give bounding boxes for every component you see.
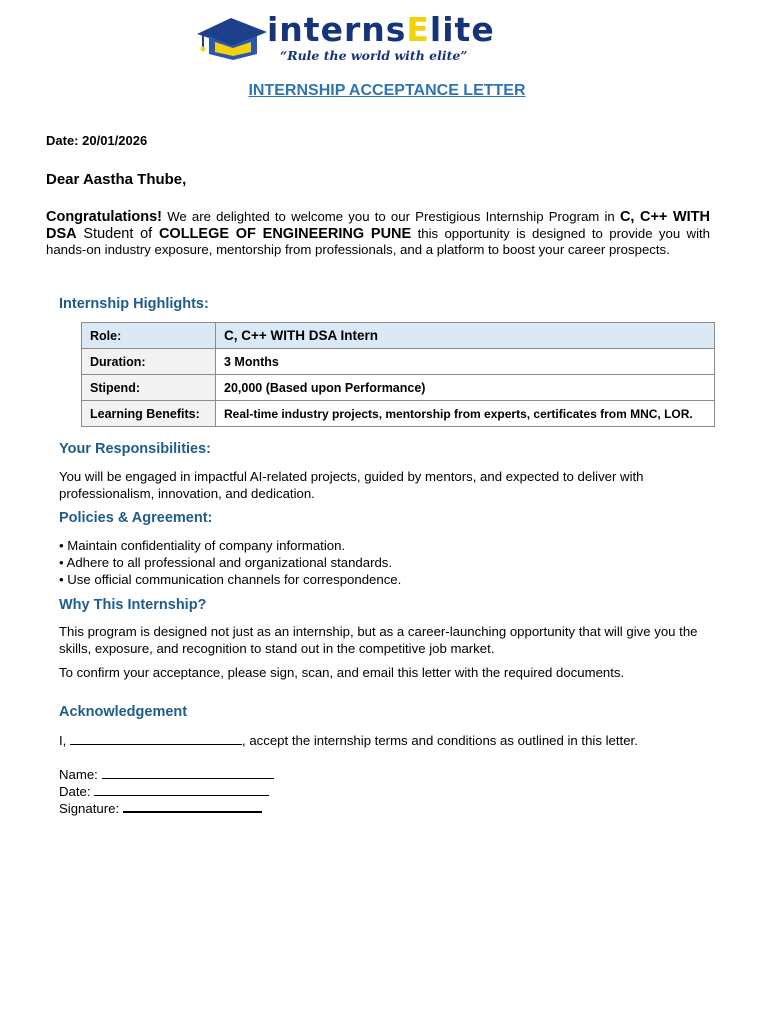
table-value: C, C++ WITH DSA Intern: [216, 323, 715, 349]
acknowledgement-heading: Acknowledgement: [59, 704, 188, 720]
name-blank-line[interactable]: [70, 733, 242, 745]
table-row: [82, 401, 715, 427]
table-row: [82, 323, 715, 349]
why-text: This program is designed not just as an internship, but as a career-launching opportunity that will give you the skills, exposure, and recognition to stand out in the competitive job market.: [59, 624, 698, 656]
table-value: 3 Months: [216, 349, 715, 375]
responsibilities-text: You will be engaged in impactful AI-related projects, guided by mentors, and expected to deliver with professionalism, innovation, and dedication.: [59, 469, 644, 501]
date-field: Date:: [59, 783, 269, 800]
policies-heading: Policies & Agreement:: [59, 510, 213, 526]
letter-date: Date: 20/01/2026: [46, 133, 148, 148]
logo-tagline: “Rule the world with elite”: [280, 48, 468, 63]
college-name: COLLEGE OF ENGINEERING PUNE: [158, 225, 412, 242]
table-key: Duration:: [82, 349, 216, 375]
program-name: C, C++ WITH DSA: [46, 209, 710, 242]
graduation-cap-icon: [195, 14, 270, 64]
list-item: • Adhere to all professional and organizational standards.: [59, 555, 393, 570]
table-key: Stipend:: [82, 375, 216, 401]
acknowledgement-statement: I, , accept the internship terms and conditions as outlined in this letter.: [59, 733, 638, 748]
name-signature-line[interactable]: [102, 767, 274, 779]
signature-line[interactable]: [123, 800, 262, 813]
confirm-text: To confirm your acceptance, please sign, scan, and email this letter with the required documents.: [59, 665, 625, 680]
responsibilities-heading: Your Responsibilities:: [59, 441, 212, 457]
table-row: [82, 349, 715, 375]
list-item: • Maintain confidentiality of company information.: [59, 538, 346, 553]
logo-wordmark: internsElite: [267, 10, 495, 49]
signature-field: Signature:: [59, 800, 262, 817]
congratulations-text: Congratulations!: [46, 209, 162, 225]
name-field: Name:: [59, 766, 274, 783]
date-signature-line[interactable]: [94, 784, 269, 796]
highlights-heading: Internship Highlights:: [59, 296, 209, 312]
company-logo: [195, 10, 555, 66]
highlights-table: [81, 322, 715, 427]
table-row: [82, 375, 715, 401]
policies-list: [59, 537, 401, 588]
page-title: INTERNSHIP ACCEPTANCE LETTER: [248, 82, 526, 99]
table-value: Real-time industry projects, mentorship from experts, certificates from MNC, LOR.: [216, 401, 715, 427]
intro-paragraph: Congratulations! We are delighted to welcome you to our Prestigious Internship Program in C, C++ WITH DSA Student of COLLEGE OF ENGINEERING PUNE this opportunity is designed to provide you with hands-on industry exposure, mentorship from professionals, and a platform to boost your career prospects.: [46, 209, 710, 257]
table-value: 20,000 (Based upon Performance): [216, 375, 715, 401]
list-item: • Use official communication channels for correspondence.: [59, 572, 402, 587]
why-heading: Why This Internship?: [59, 597, 207, 613]
table-key: Role:: [82, 323, 216, 349]
table-key: Learning Benefits:: [82, 401, 216, 427]
greeting: Dear Aastha Thube,: [46, 171, 187, 188]
